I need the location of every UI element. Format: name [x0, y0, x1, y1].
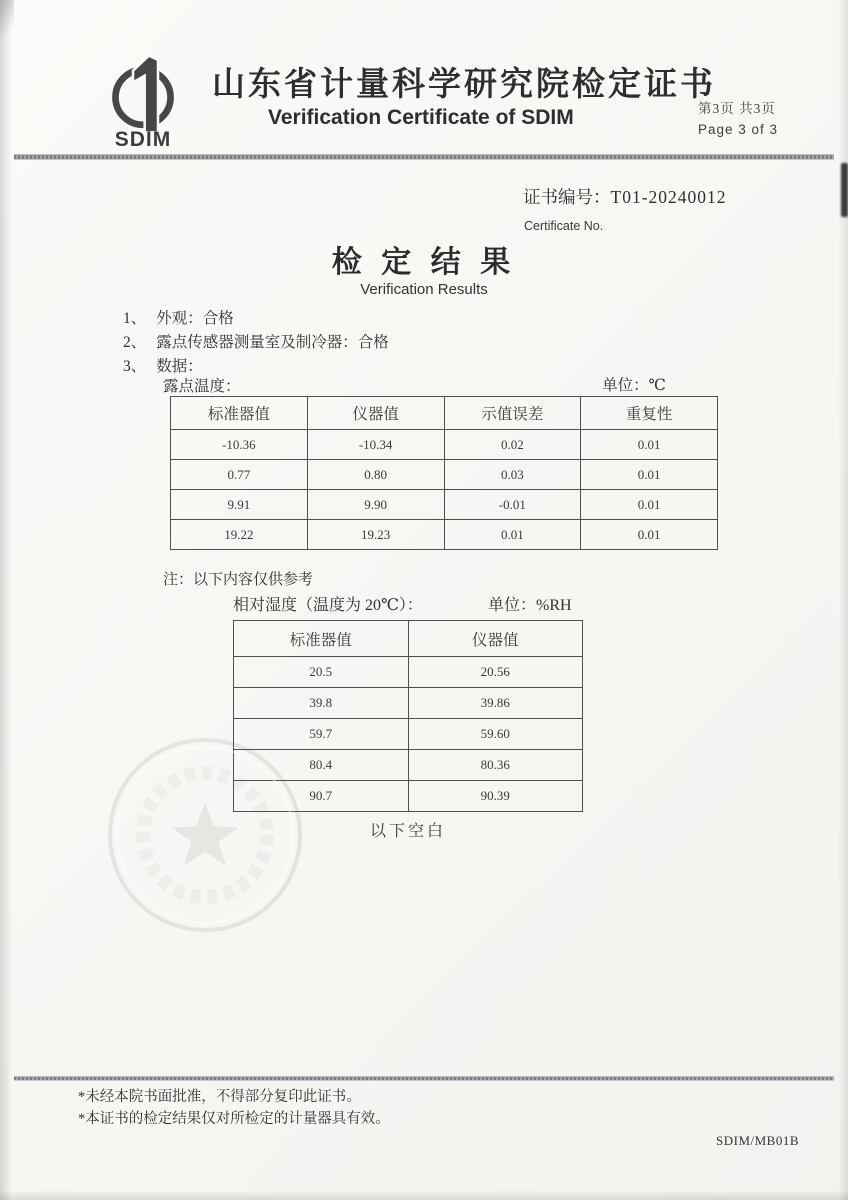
footer-note-line: *本证书的检定结果仅对所检定的计量器具有效。: [78, 1111, 390, 1127]
results-title-cn: 检 定 结 果: [331, 246, 517, 279]
list-item: [123, 331, 389, 355]
column-header: 标准器值: [171, 397, 308, 430]
dew-point-table: [170, 396, 718, 550]
page-indicator-cn: 第3页 共3页: [698, 101, 776, 116]
table-cell: 0.01: [444, 520, 581, 550]
certificate-number-label-cn: 证书编号：: [523, 187, 611, 207]
scan-edge-bottom: [0, 1190, 848, 1200]
sdim-logo: [84, 54, 202, 154]
table-cell: 0.01: [581, 490, 718, 520]
table-cell: -0.01: [444, 490, 581, 520]
column-header: 示值误差: [444, 397, 581, 430]
table-cell: 0.01: [581, 520, 718, 550]
table-cell: 80.4: [234, 750, 409, 781]
header-divider: [14, 154, 834, 160]
humidity-unit-label: 单位：%RH: [488, 597, 572, 614]
sdim-logo-icon: [101, 54, 185, 134]
table-cell: 80.36: [408, 750, 583, 781]
reference-note: 注：以下内容仅供参考: [163, 572, 314, 588]
certificate-number-line: [523, 184, 727, 209]
table-cell: -10.34: [307, 430, 444, 460]
certificate-title-cn: 山东省计量科学研究院检定证书: [212, 67, 716, 103]
footer-divider: [14, 1076, 834, 1081]
table-row: [171, 460, 718, 490]
table-cell: 39.86: [408, 688, 583, 719]
column-header: 仪器值: [408, 621, 583, 657]
table-cell: 90.39: [408, 781, 583, 812]
table-cell: 0.03: [444, 460, 581, 490]
certificate-number-label-en: Certificate No.: [524, 219, 604, 233]
page-indicator: [698, 99, 828, 141]
results-list: [123, 307, 389, 379]
list-item-text: 数据：: [156, 358, 203, 375]
list-item-number: 1、: [123, 310, 147, 327]
table-cell: 0.02: [444, 430, 581, 460]
table-row: [171, 430, 718, 460]
table-cell: 59.60: [408, 719, 583, 750]
humidity-caption: 相对湿度（温度为 20℃）：: [233, 597, 423, 614]
table-row: [171, 520, 718, 550]
footer-notes: [78, 1086, 390, 1130]
table-cell: 20.56: [408, 657, 583, 688]
form-code: SDIM/MB01B: [716, 1133, 800, 1148]
embossed-seal-icon: [100, 730, 310, 940]
table-cell: 19.23: [307, 520, 444, 550]
scan-artifact-mark: [841, 163, 848, 217]
table-cell: 20.5: [234, 657, 409, 688]
list-item-number: 3、: [123, 358, 147, 375]
table-cell: 9.90: [307, 490, 444, 520]
table-cell: 39.8: [234, 688, 409, 719]
list-item-number: 2、: [123, 334, 147, 351]
column-header: 标准器值: [234, 621, 409, 657]
table-cell: 19.22: [171, 520, 308, 550]
table-cell: 0.01: [581, 460, 718, 490]
list-item-text: 露点传感器测量室及制冷器：合格: [156, 334, 389, 351]
table-cell: -10.36: [171, 430, 308, 460]
table-cell: 0.80: [307, 460, 444, 490]
table-row: [171, 490, 718, 520]
list-item: [123, 307, 389, 331]
certificate-title-en: Verification Certificate of SDIM: [268, 106, 574, 129]
footer-note-line: *未经本院书面批准，不得部分复印此证书。: [78, 1089, 361, 1105]
column-header: 重复性: [581, 397, 718, 430]
page-indicator-en: Page 3 of 3: [698, 121, 779, 137]
dew-point-unit-label: 单位：℃: [602, 377, 666, 394]
end-of-content-marker: 以下空白: [369, 823, 446, 840]
sdim-logo-text: SDIM: [114, 128, 172, 151]
results-title-en: Verification Results: [360, 281, 488, 298]
column-header: 仪器值: [307, 397, 444, 430]
table-cell: 59.7: [234, 719, 409, 750]
table-row: [234, 688, 583, 719]
table-cell: 0.01: [581, 430, 718, 460]
table-cell: 0.77: [171, 460, 308, 490]
dew-point-caption: 露点温度：: [163, 378, 241, 395]
scan-edge-left: [0, 0, 12, 1200]
list-item-text: 外观：合格: [156, 310, 234, 327]
table-cell: 9.91: [171, 490, 308, 520]
table-header-row: [171, 397, 718, 430]
certificate-number-value: T01-20240012: [610, 187, 727, 207]
table-header-row: [234, 621, 583, 657]
table-row: [234, 657, 583, 688]
table-cell: 90.7: [234, 781, 409, 812]
scan-corner-mark: [0, 0, 14, 46]
